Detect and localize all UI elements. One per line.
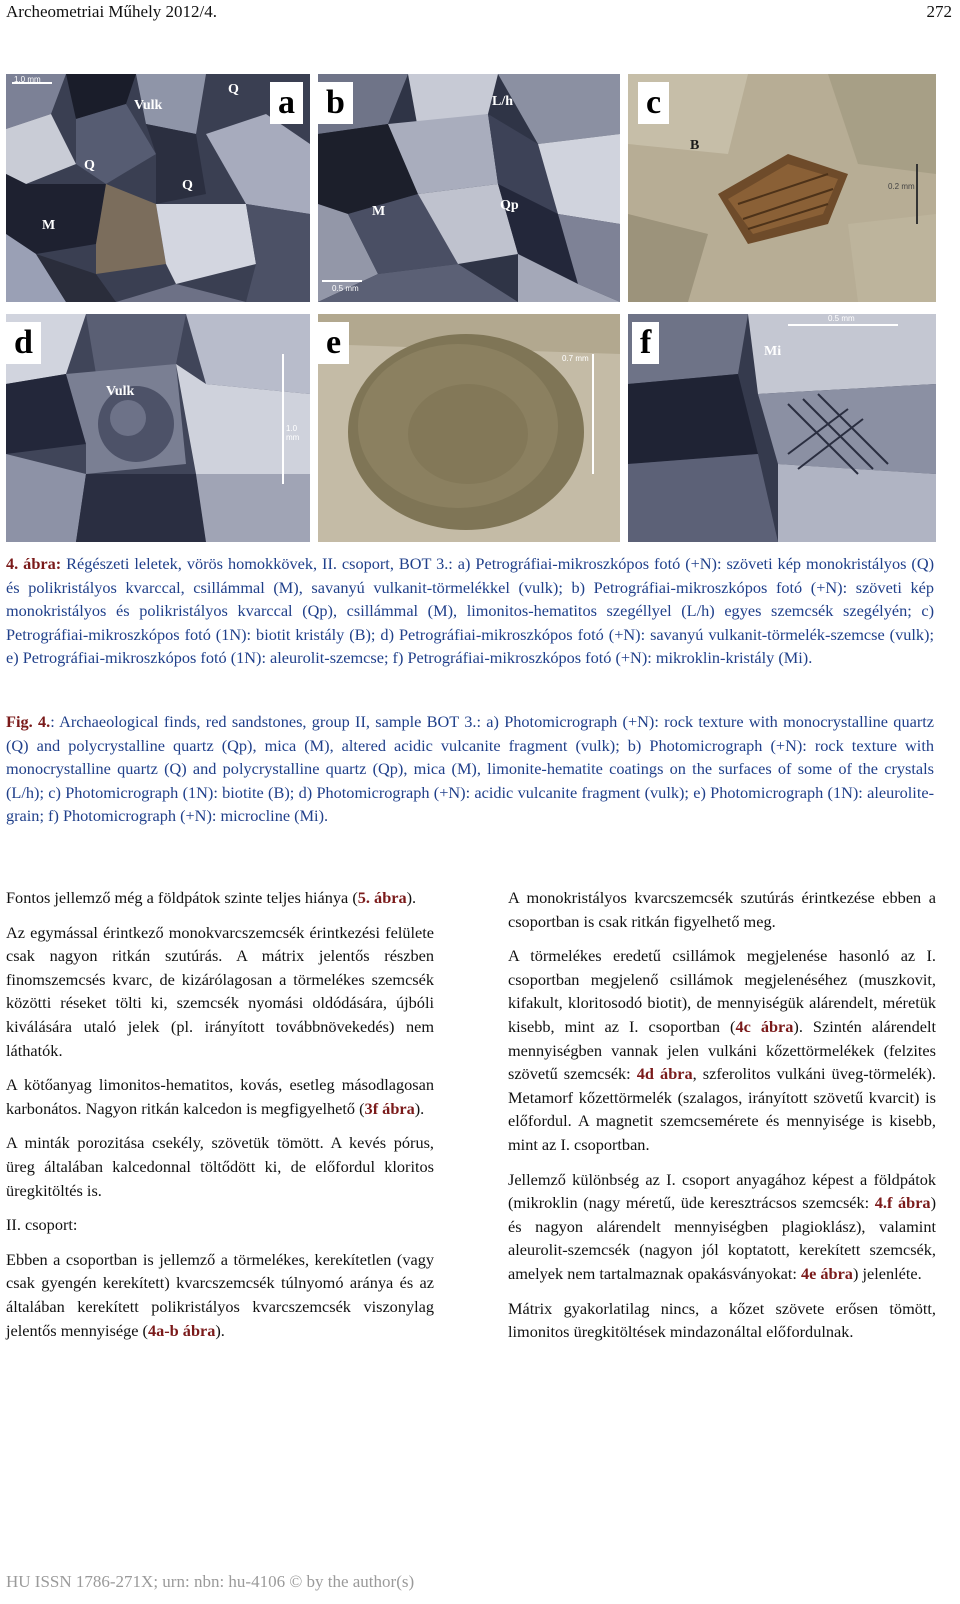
annotation-q-a2: Q — [84, 158, 95, 173]
journal-title: Archeometriai Műhely 2012/4. — [6, 2, 218, 21]
paragraph-text: Fontos jellemző még a földpátok szinte teljes hiánya ( — [6, 888, 358, 907]
paragraph — [508, 944, 936, 1156]
scale-bar-f: 0.5 mm — [828, 314, 855, 323]
paragraph-text: A törmelékes eredetű csillámok megjelenése hasonló az I. csoportban megjelenő csillámok megjelenéséhez (muszkovit, kifakult, kloritosodó biotit), de mennyiségük alárendelt, méretük kisebb, mint az I. csoportban ( — [508, 946, 936, 1036]
panel-label-e: e — [318, 322, 349, 364]
paragraph: A monokristályos kvarcszemcsék szutúrás érintkezése ebben a csoportban is csak ritkán figyelhető meg. — [508, 888, 936, 931]
panel-label-a: a — [270, 82, 303, 124]
scale-bar-a: 1.0 mm — [14, 75, 41, 84]
scale-bar-b: 0.5 mm — [332, 284, 359, 293]
paragraph-text: , szferolitos vulkáni üveg-törmelék). Metamorf kőzettörmelék (szalagos, irányított szövetű kvarcit) is előfordul. A magnetit szemcsemérete és mennyisége is kisebb, mint az I. csoportban. — [508, 1064, 936, 1154]
annotation-b-c: B — [690, 138, 700, 153]
figure-caption-hungarian — [6, 552, 934, 670]
panel-label-c: c — [638, 82, 669, 124]
paragraph — [508, 1168, 936, 1286]
figure-reference-link[interactable]: 4.f ábra — [874, 1193, 931, 1213]
annotation-m-a: M — [42, 218, 56, 233]
photomicrograph-b — [318, 74, 620, 302]
caption-label-en: Fig. 4. — [6, 712, 51, 731]
body-column-left — [6, 886, 434, 1353]
photo-panel-a — [6, 74, 310, 302]
photo-panel-d — [6, 314, 310, 542]
paragraph: A minták porozitása csekély, szövetük tömött. A kevés pórus, üreg általában kalcedonnal töltődött ki, de előfordul kloritos üregkitöltés is. — [6, 1133, 434, 1200]
paragraph-text: ). Szintén alárendelt mennyiségben vannak jelen vulkáni kőzettörmelékek (felzites szövetű szemcsék: — [508, 1016, 936, 1084]
paragraph: Az egymással érintkező monokvarcszemcsék érintkezési felülete csak nagyon ritkán szutúrás. A mátrix jelentős részben finomszemcsés kvarc, de kizárólagosan a törmelékes szemcsék közötti réseket tölti ki, szemcsék nyomási oldódására, újbóli kiválására utaló jelek (pl. irányított továbbnövekedés) nem láthatók. — [6, 922, 434, 1060]
panel-label-d: d — [6, 322, 41, 364]
scale-bar-c: 0.2 mm — [888, 182, 915, 191]
photomicrograph-f — [628, 314, 936, 542]
paragraph — [6, 886, 434, 910]
figure-reference-link[interactable]: 4d ábra — [636, 1064, 693, 1084]
figure-4 — [6, 74, 936, 544]
figure-reference-link[interactable]: 3f ábra — [364, 1098, 415, 1118]
body-column-right — [508, 886, 936, 1355]
annotation-qp-b: Qp — [500, 198, 519, 213]
photo-panel-f — [628, 314, 936, 542]
panel-label-f: f — [632, 322, 659, 364]
figure-reference-link[interactable]: 4e ábra — [800, 1263, 853, 1283]
caption-text-en: : Archaeological finds, red sandstones, group II, sample BOT 3.: a) Photomicrograph (+N): rock texture with monocrystalline quartz (Q) and polycrystalline quartz (Qp), mica (M), altered acidic vulcanite fragment (vulk); b) Photomicrograph (+N): rock texture with monocrystalline quartz (Q) and polycrystalline quartz (Qp), mica (M), limonite-hematite coatings on the surfaces of some of the crystals (L/h); c) Photomicrograph (1N): biotite (B); d) Photomicrograph (+N): acidic vulcanite fragment (vulk); e) Photomicrograph (1N): aleurolite-grain; f) Photomicrograph (+N): microcline (Mi). — [6, 712, 934, 826]
scale-bar-e: 0.7 mm — [562, 354, 589, 363]
figure-reference-link[interactable]: 4c ábra — [735, 1016, 794, 1036]
page-header — [6, 0, 956, 28]
paragraph-text: ). — [406, 888, 417, 907]
photomicrograph-e — [318, 314, 620, 542]
caption-label-hu: 4. ábra: — [6, 554, 62, 573]
figure-reference-link[interactable]: 4a-b ábra — [147, 1320, 216, 1340]
caption-text-hu: Régészeti leletek, vörös homokkövek, II. csoport, BOT 3.: a) Petrográfiai-mikroszkópos fotó (+N): szöveti kép monokristályos (Q) és polikristályos kvarccal, csillámmal (M), savanyú vulkanit-törmelékkel (vulk); b) Petrográfiai-mikroszkópos fotó (+N): szöveti kép monokristályos és polikristályos kvarccal (Qp), csillámmal (M), limonitos-hematitos szegéllyel (L/h) egyes szemcsék szegélyén; c) Petrográfiai-mikroszkópos fotó (1N): biotit kristály (B); d) Petrográfiai-mikroszkópos fotó (+N): savanyú vulkanit-törmelék-szemcse (vulk); e) Petrográfiai-mikroszkópos fotó (1N): aleurolit-szemcse; f) Petrográfiai-mikroszkópos fotó (+N): mikroklin-kristály (Mi). — [6, 554, 934, 668]
annotation-mi-f: Mi — [764, 344, 782, 359]
paragraph — [6, 1073, 434, 1120]
photo-panel-e — [318, 314, 620, 542]
figure-reference-link[interactable]: 5. ábra — [357, 888, 407, 907]
paragraph-text: Ebben a csoportban is jellemző a törmelékes, kerekítetlen (vagy csak gyengén kerekített) kvarcszemcsék túlnyomó aránya és az általában kerekített polikristályos kvarcszemcsék viszonylag jelentős mennyisége ( — [6, 1249, 434, 1340]
annotation-m-b: M — [372, 204, 386, 219]
paragraph-text: Jellemző különbség az I. csoport anyagához képest a földpátok (mikroklin (nagy méretű, üde keresztrácsos szemcsék: — [508, 1169, 936, 1213]
annotation-q-a3: Q — [182, 178, 193, 193]
paragraph — [6, 1248, 434, 1342]
figure-caption-english — [6, 710, 934, 828]
paragraph-text: ). — [215, 1320, 225, 1340]
photo-panel-c — [628, 74, 936, 302]
paragraph-text: ). — [414, 1098, 425, 1118]
annotation-vulk-a: Vulk — [134, 98, 163, 113]
page-footer: HU ISSN 1786-271X; urn: nbn: hu-4106 © by the author(s) — [6, 1572, 415, 1591]
annotation-vulk-d: Vulk — [106, 384, 135, 399]
paragraph-text: ) és nagyon alárendelt mennyiségben plagioklász), valamint aleurolit-szemcsék (nagyon jól koptatott, kerekített szemcsék, amelyek nem tartalmaznak opakásványokat: — [508, 1193, 936, 1283]
photomicrograph-d — [6, 314, 310, 542]
page-number: 272 — [926, 2, 952, 21]
annotation-lh-b: L/h — [492, 94, 514, 109]
paragraph: Mátrix gyakorlatilag nincs, a kőzet szövete erősen tömött, limonitos üregkitöltések mindazonáltal előfordulnak. — [508, 1298, 936, 1342]
paragraph-text: ) jelenléte. — [852, 1263, 922, 1283]
annotation-q-a1: Q — [228, 82, 239, 97]
paragraph-text: A kötőanyag limonitos-hematitos, kovás, esetleg másodlagosan karbonátos. Nagyon ritkán kalcedon is megfigyelhető ( — [6, 1075, 434, 1118]
section-heading: II. csoport: — [6, 1215, 78, 1235]
panel-label-b: b — [318, 82, 353, 124]
photo-panel-b — [318, 74, 620, 302]
scale-bar-d: 1.0 mm — [286, 424, 300, 442]
